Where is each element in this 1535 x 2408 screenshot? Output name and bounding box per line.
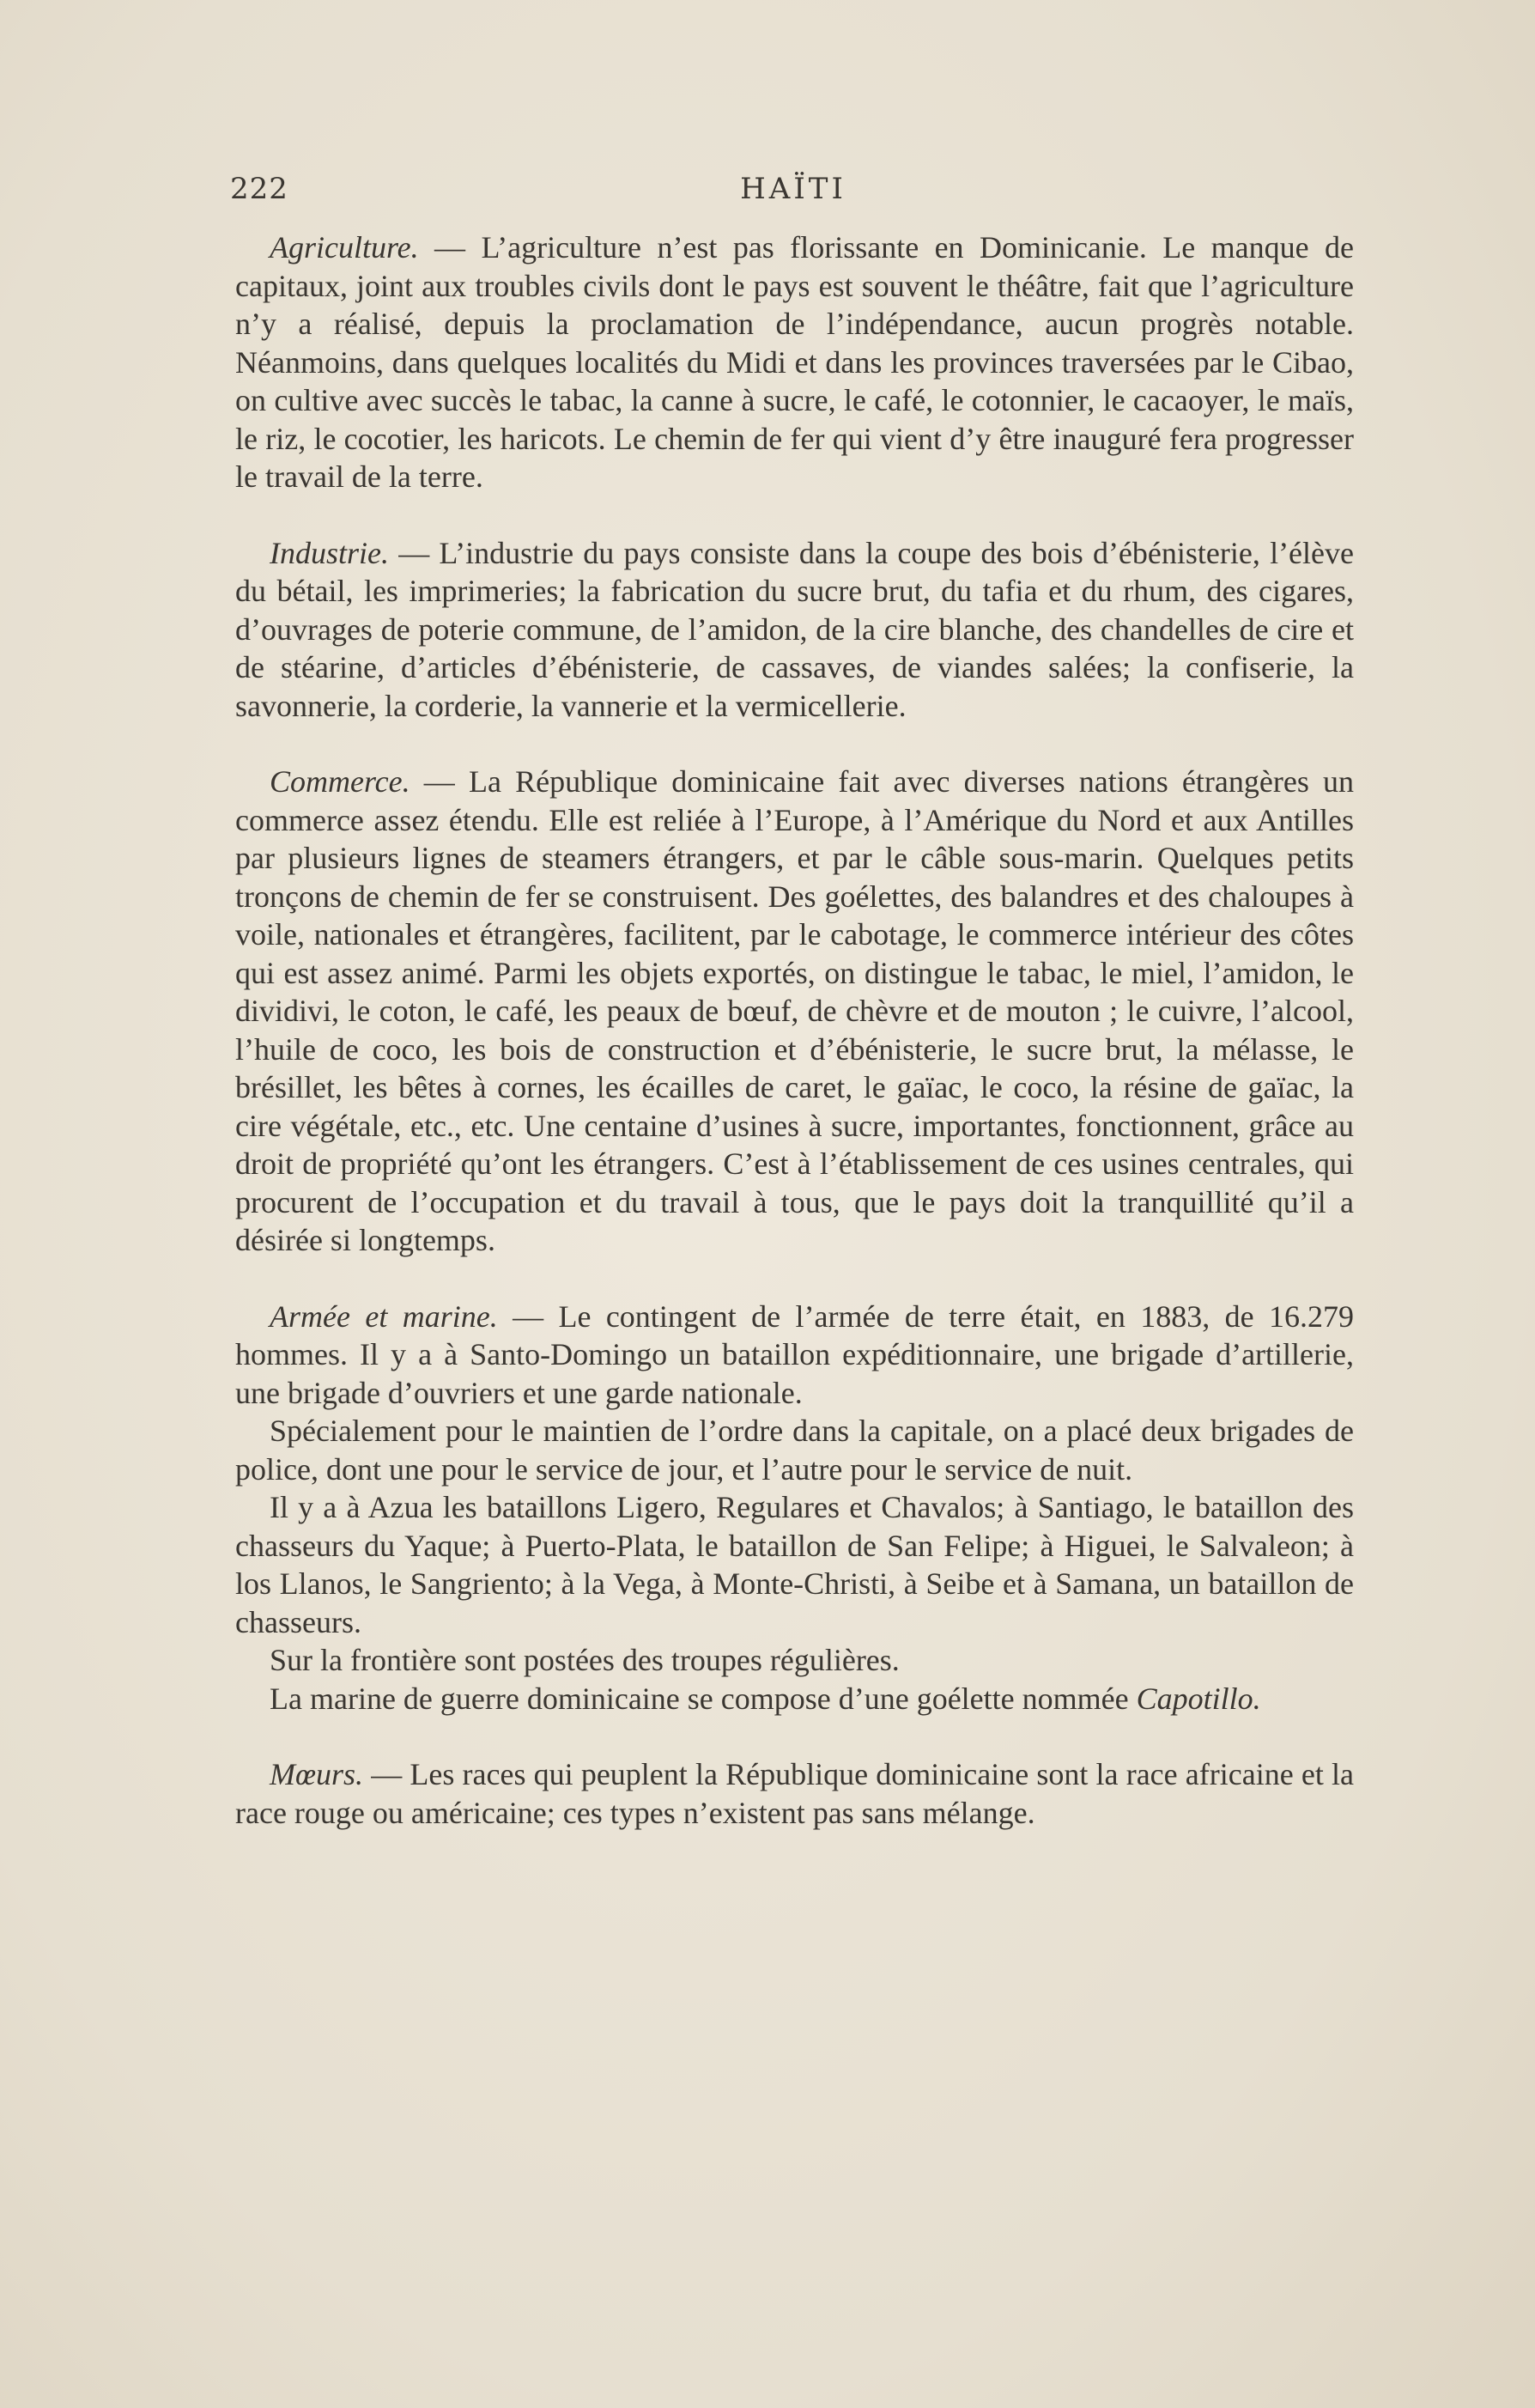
section-heading-commerce: Commerce. xyxy=(270,764,410,799)
section-heading-industrie: Industrie. xyxy=(270,535,389,570)
ship-name: Capotillo. xyxy=(1136,1681,1261,1716)
paragraph-commerce xyxy=(235,763,1354,1260)
paragraph-agriculture xyxy=(235,228,1354,496)
paragraph-industrie xyxy=(235,534,1354,726)
section-heading-moeurs: Mœurs. xyxy=(270,1757,364,1791)
section-heading-armee-marine: Armée et marine. xyxy=(270,1298,498,1334)
body-text xyxy=(235,228,1354,1832)
page-number: 222 xyxy=(230,172,288,206)
paragraph-text: — L’industrie du pays consiste dans la coupe des bois d’ébénisterie, l’élève du bétail, les imprimeries; la fabrication du sucre brut, du tafia et du rhum, des cigares, d’ouvrages de poterie commune, de l’amidon, de la cire blanche, des chandelles de cire et de stéarine, d’articles d’ébénisterie, de cassaves, de viandes salées; la confiserie, la savonnerie, la corderie, la vannerie et la vermicellerie. xyxy=(235,535,1354,723)
paragraph-police: Spécialement pour le maintien de l’ordre dans la capitale, on a placé deux brigades de police, dont une pour le service de jour, et l’autre pour le service de nuit. xyxy=(235,1414,1354,1487)
paragraph-text: — La République dominicaine fait avec diverses nations étrangères un commerce assez étendu. Elle est reliée à l’Europe, à l’Amérique du Nord et aux Antilles par plusieurs lignes de steamers étrangers, et par le câble sous-marin. Quelques petits tronçons de chemin de fer se construisent. Des goélettes, des balandres et des chaloupes à voile, nationales et étrangères, facilitent, par le cabotage, le commerce intérieur des côtes qui est assez animé. Parmi les objets exportés, on distingue le tabac, le miel, l’amidon, le dividivi, le coton, le café, les peaux de bœuf, de chèvre et de mouton ; le cuivre, l’alcool, l’huile de coco, les bois de construction et d’ébénisterie, le sucre brut, la mélasse, le brésillet, les bêtes à cornes, les écailles de caret, le gaïac, le coco, la résine de gaïac, la cire végétale, etc., etc. Une centaine d’usines à sucre, importantes, fonctionnent, grâce au droit de propriété qu’ont les étrangers. C’est à l’établissement de ces usines centrales, qui procurent de l’occupation et du travail à tous, que le pays doit la tranquillité qu’il a désirée si longtemps. xyxy=(235,764,1354,1257)
paragraph-marine xyxy=(235,1680,1354,1718)
section-heading-agriculture: Agriculture. xyxy=(270,230,419,265)
running-title: HAÏTI xyxy=(740,172,846,206)
paragraph-text: — L’agriculture n’est pas florissante en Dominicanie. Le manque de capitaux, joint aux troubles civils dont le pays est souvent le théâtre, fait que l’agriculture n’y a réalisé, depuis la proclamation de l’indépendance, aucun progrès notable. Néanmoins, dans quelques localités du Midi et dans les provinces traversées par le Cibao, on cultive avec succès le tabac, la canne à sucre, le café, le cotonnier, le cacaoyer, le maïs, le riz, le cocotier, les haricots. Le chemin de fer qui vient d’y être inauguré fera progresser le travail de la terre. xyxy=(235,230,1355,494)
paragraph-text: — Les races qui peuplent la République dominicaine sont la race africaine et la race rouge ou américaine; ces types n’existent pas sans mélange. xyxy=(235,1757,1355,1830)
paragraph-text: La marine de guerre dominicaine se compose d’une goélette nommée xyxy=(270,1681,1129,1716)
paragraph-bataillons: Il y a à Azua les bataillons Ligero, Regulares et Chavalos; à Santiago, le bataillon des chasseurs du Yaque; à Puerto-Plata, le bataillon de San Felipe; à Higuei, le Salvaleon; à los Llanos, le Sangriento; à la Vega, à Monte-Christi, à Seibe et à Samana, un bataillon de chasseurs. xyxy=(235,1490,1354,1639)
paragraph-armee-marine xyxy=(235,1298,1354,1413)
page-header xyxy=(230,172,1356,215)
paragraph-moeurs xyxy=(235,1755,1354,1832)
paragraph-frontiere: Sur la frontière sont postées des troupes régulières. xyxy=(270,1643,900,1677)
paragraph-text: — Le contingent de l’armée de terre était, en 1883, de 16.279 hommes. Il y a à Santo-Domingo un bataillon expéditionnaire, une brigade d’artillerie, une brigade d’ouvriers et une garde nationale. xyxy=(235,1298,1354,1410)
